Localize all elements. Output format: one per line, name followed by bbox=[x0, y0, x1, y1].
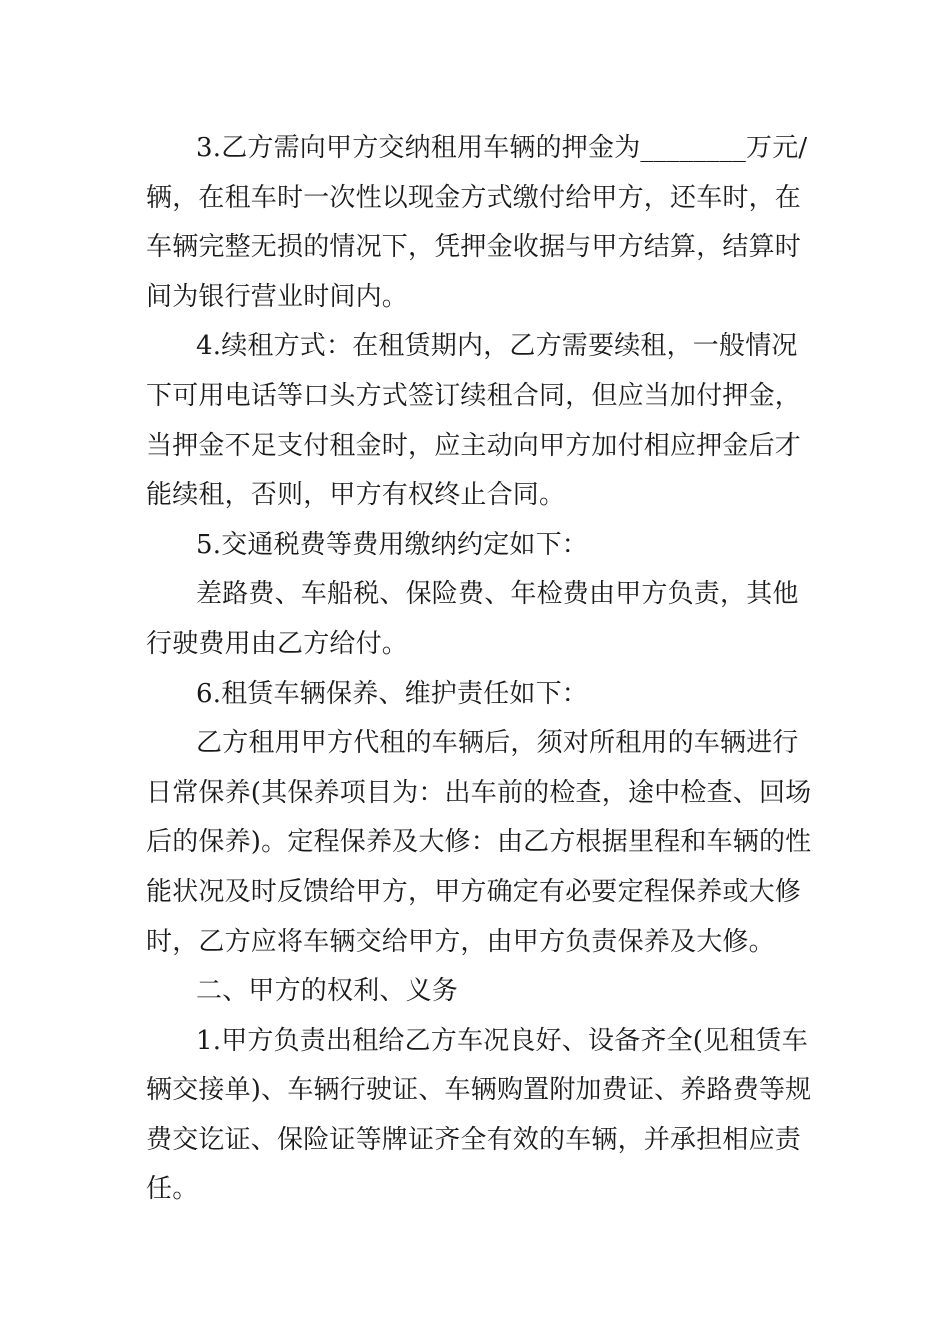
text-line: 后的保养)。定程保养及大修：由乙方根据里程和车辆的性 bbox=[146, 827, 812, 858]
text-line: 辆交接单)、车辆行驶证、车辆购置附加费证、养路费等规 bbox=[146, 1075, 812, 1106]
text-line: 下可用电话等口头方式签订续租合同，但应当加付押金， bbox=[146, 380, 802, 411]
text-line: 乙方租用甲方代租的车辆后，须对所租用的车辆进行 bbox=[196, 728, 799, 759]
text-line: 能状况及时反馈给甲方，甲方确定有必要定程保养或大修 bbox=[146, 876, 802, 907]
text-line: 车辆完整无损的情况下，凭押金收据与甲方结算，结算时 bbox=[146, 232, 802, 263]
text-line: 费交讫证、保险证等牌证齐全有效的车辆，并承担相应责 bbox=[146, 1124, 802, 1155]
text-line: 3.乙方需向甲方交纳租用车辆的押金为________万元/ bbox=[196, 133, 808, 163]
text-line: 当押金不足支付租金时，应主动向甲方加付相应押金后才 bbox=[146, 430, 802, 461]
text-line: 差路费、车船税、保险费、年检费由甲方负责，其他 bbox=[196, 579, 799, 610]
text-line: 5.交通税费等费用缴纳约定如下： bbox=[196, 529, 589, 560]
document-body bbox=[146, 124, 812, 1215]
text-line: 日常保养(其保养项目为：出车前的检查，途中检查、回场 bbox=[146, 777, 812, 808]
text-line: 辆，在租车时一次性以现金方式缴付给甲方，还车时，在 bbox=[146, 182, 802, 213]
text-line: 间为银行营业时间内。 bbox=[146, 281, 409, 312]
text-line: 行驶费用由乙方给付。 bbox=[146, 628, 409, 659]
text-line: 6.租赁车辆保养、维护责任如下： bbox=[196, 678, 589, 709]
text-line: 能续租，否则，甲方有权终止合同。 bbox=[146, 480, 566, 511]
section-heading: 二、甲方的权利、义务 bbox=[196, 976, 459, 1007]
text-line: 4.续租方式：在租赁期内，乙方需要续租，一般情况 bbox=[196, 331, 798, 362]
text-line: 任。 bbox=[146, 1174, 199, 1205]
text-line: 1.甲方负责出租给乙方车况良好、设备齐全(见租赁车 bbox=[196, 1025, 808, 1056]
text-line: 时，乙方应将车辆交给甲方，由甲方负责保养及大修。 bbox=[146, 926, 775, 957]
